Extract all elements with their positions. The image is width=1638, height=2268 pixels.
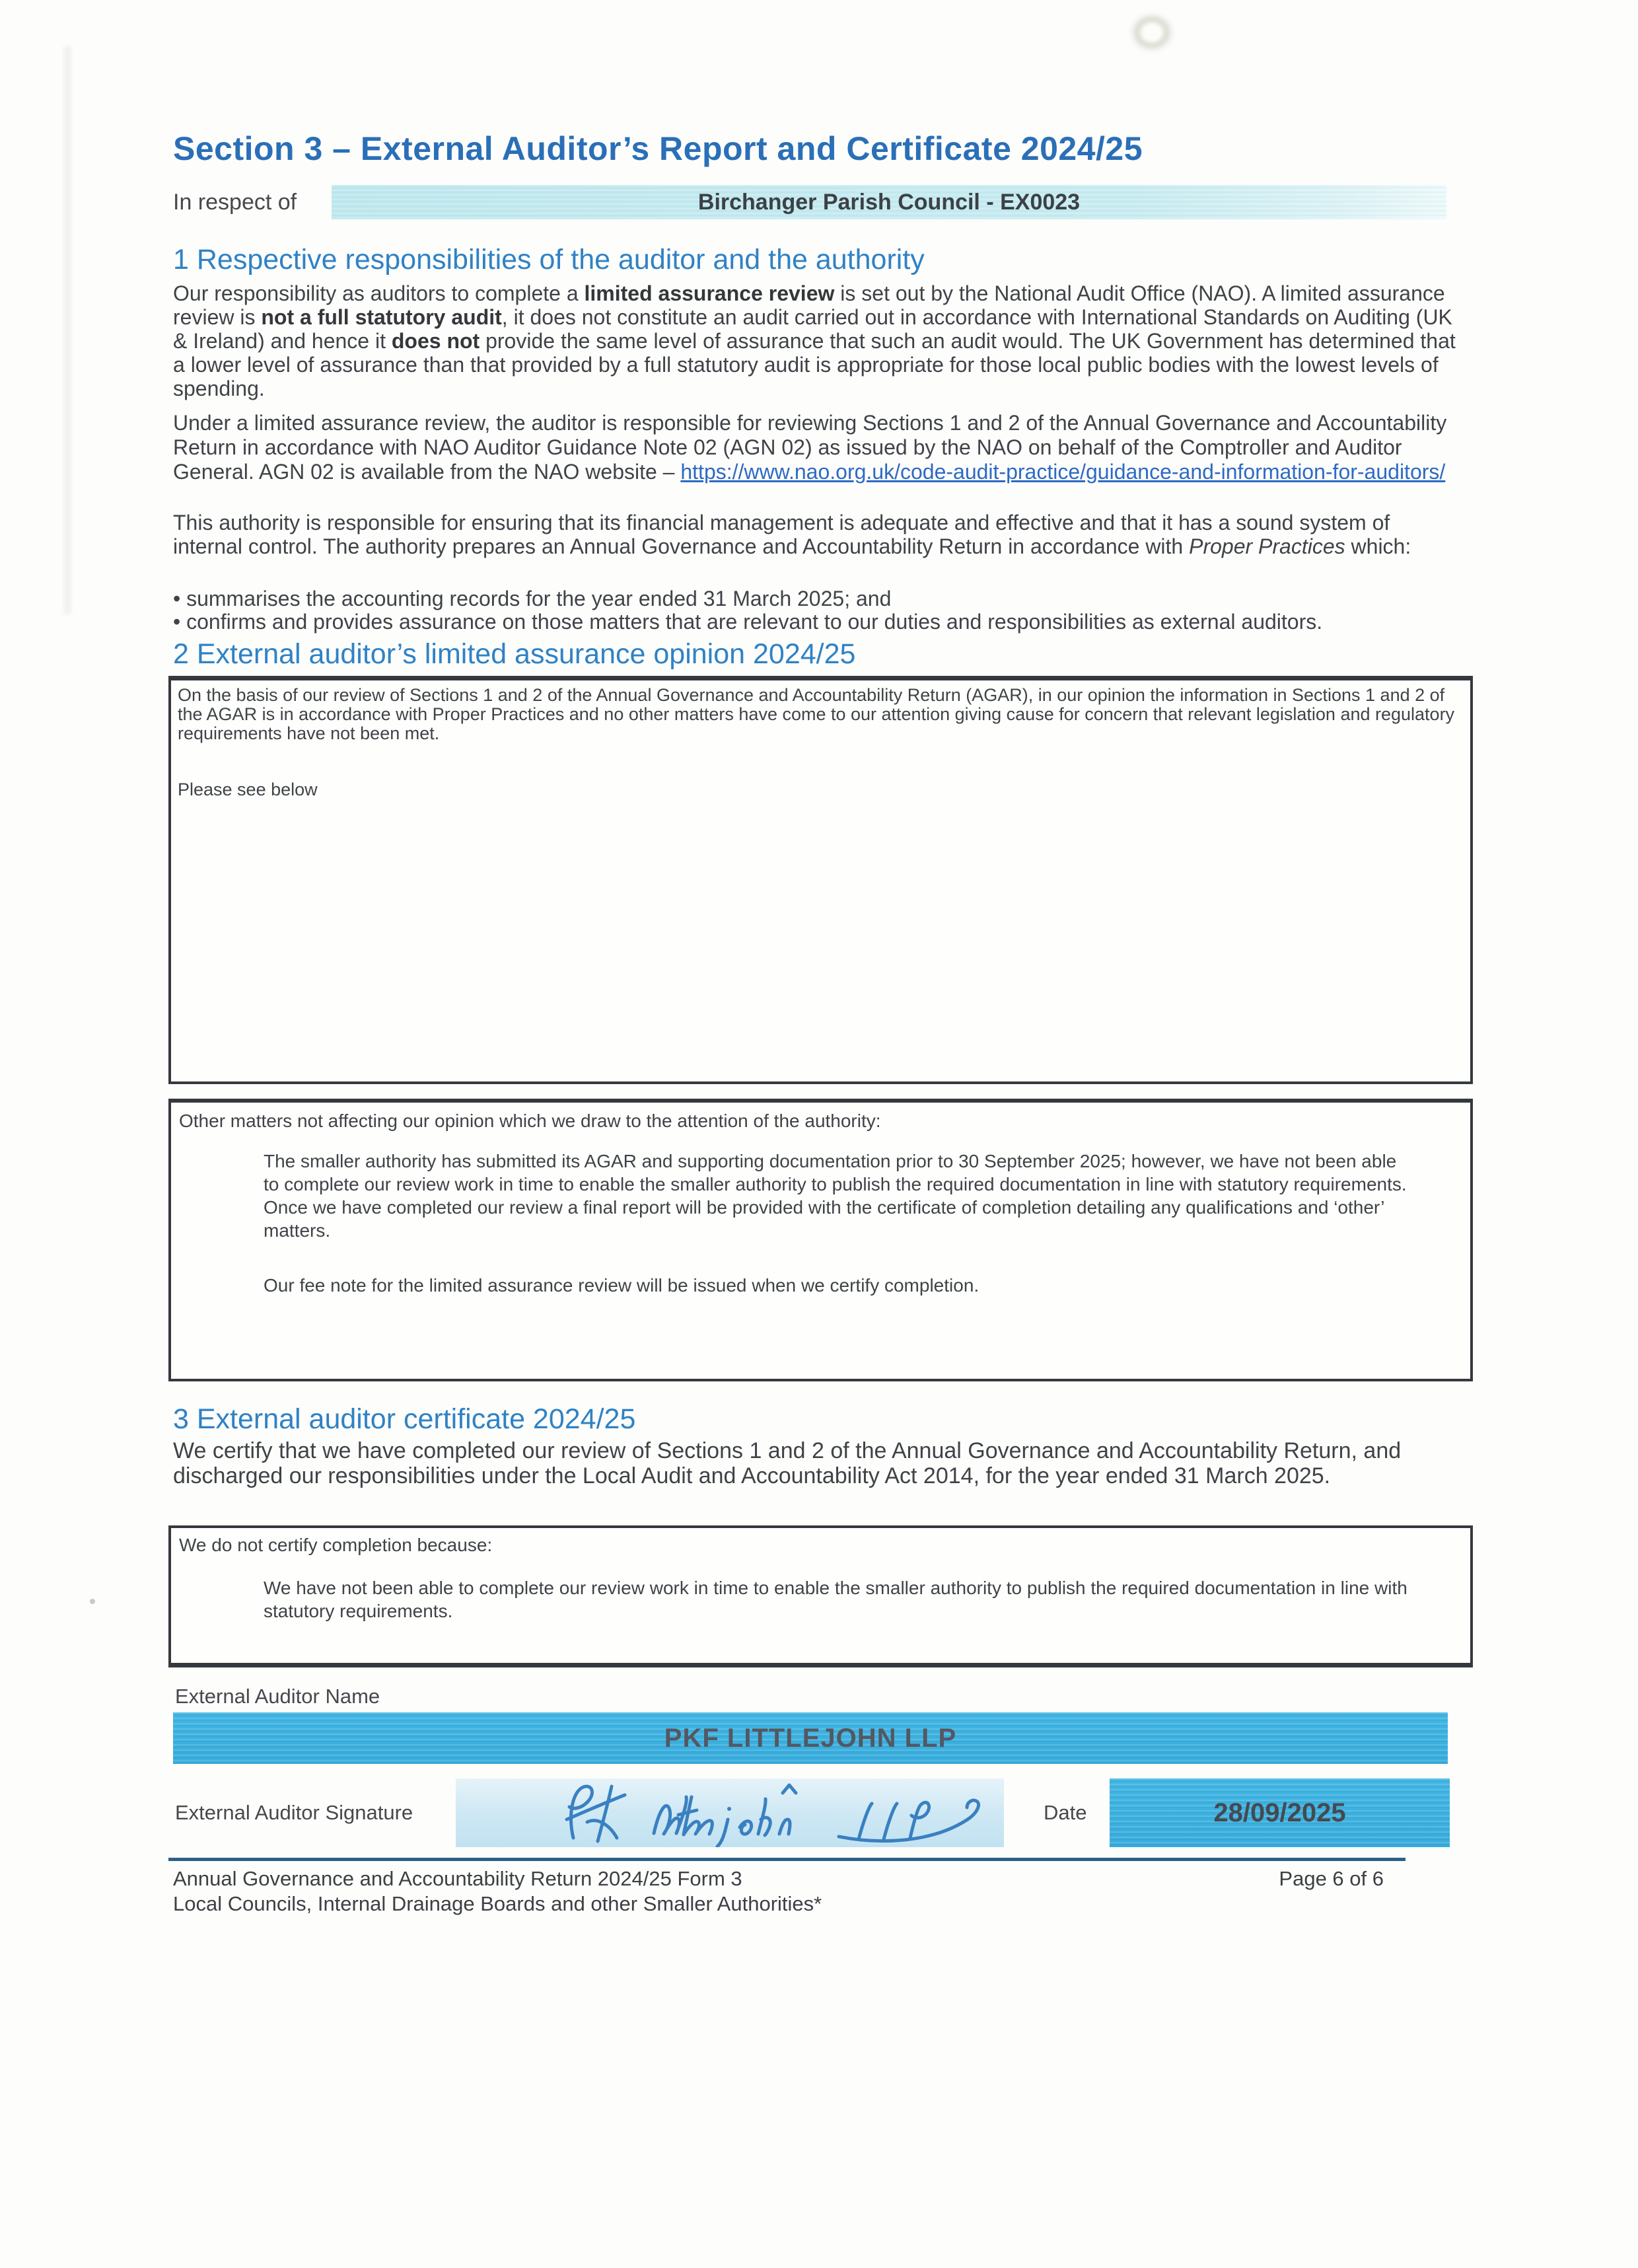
other-matters-para-1: The smaller authority has submitted its AGAR and supporting documentation prior to 30 September 2025; however, we have not been able to complete our review work in time to enable the smaller authority to publish the required documentation in line with statutory requirements. Once we have completed our review a final report will be provided with the certificate of completion detailing any qualifications and ‘other’ matters. [264,1151,1407,1241]
other-matters-para-2: Our fee note for the limited assurance review will be issued when we certify completion. [264,1275,979,1296]
in-respect-of-label: In respect of [173,189,297,215]
external-auditor-name-value: PKF LITTLEJOHN LLP [664,1723,957,1753]
date-value: 28/09/2025 [1213,1798,1346,1827]
external-auditor-name-field [173,1712,1448,1764]
external-auditor-name-label: External Auditor Name [175,1685,380,1708]
not-certify-reason: We have not been able to complete our review work in time to enable the smaller authority to publish the required documentation in line with statutory requirements. [264,1578,1407,1621]
scan-dot-artifact [90,1599,95,1604]
signature-field [456,1778,1004,1847]
bullet-item-1: • summarises the accounting records for the year ended 31 March 2025; and [173,587,892,610]
footer-rule [168,1858,1406,1861]
date-label: Date [1044,1801,1087,1824]
bullet-list [168,587,1473,634]
bullet-item-2: • confirms and provides assurance on those matters that are relevant to our duties and responsibilities as external auditors. [173,610,1323,634]
bullet-glyph: • [173,610,181,634]
footer-form-title: Annual Governance and Accountability Return 2024/25 Form 3 [173,1867,742,1890]
signature-row [168,1778,1473,1847]
footer-subtitle: Local Councils, Internal Drainage Boards and other Smaller Authorities* [173,1892,822,1915]
opinion-text: On the basis of our review of Sections 1 and 2 of the Annual Governance and Accountability Return (AGAR), in our opinion the information in Sections 1 and 2 of the AGAR is in accordance with Proper Practices and no other matters have come to our attention giving cause for concern that relevant legislation and regulatory requirements have not been met. [178,685,1455,743]
not-certify-intro: We do not certify completion because: [179,1535,493,1555]
authority-name: Birchanger Parish Council - EX0023 [697,189,1081,215]
responsibilities-paragraph-3: This authority is responsible for ensuring that its financial management is adequate and effective and that it has a sound system of internal control. The authority prepares an Annual Governance and Accountability Return in accordance with Proper Practices which: [173,511,1411,558]
other-matters-box [168,1099,1473,1381]
footer-line-1 [173,1866,1384,1891]
in-respect-of-row [168,185,1473,219]
signature-ink [456,1778,1004,1847]
nao-guidance-link[interactable]: https://www.nao.org.uk/code-audit-practice/guidance-and-information-for-auditors/ [680,460,1446,484]
document-page [168,0,1473,1917]
section-1-heading: 1 Respective responsibilities of the auditor and the authority [173,244,925,275]
other-matters-intro: Other matters not affecting our opinion which we draw to the attention of the authority: [179,1111,881,1131]
opinion-note: Please see below [178,780,318,799]
external-auditor-signature-label: External Auditor Signature [175,1801,413,1824]
scan-edge-shadow [63,46,71,614]
responsibilities-paragraph-2: Under a limited assurance review, the auditor is responsible for reviewing Sections 1 and 2 of the Annual Governance and Accountability Return in accordance with NAO Auditor Guidance Note 02 (AGN 02) as issued by the NAO on behalf of the Comptroller and Auditor General. AGN 02 is available from the NAO website – https://www.nao.org.uk/code-audit-practice/guidance-and-information-for-auditors/ [173,411,1447,484]
opinion-box [168,676,1473,1084]
section-3-heading: 3 External auditor certificate 2024/25 [173,1403,636,1435]
footer [168,1866,1473,1917]
bullet-glyph: • [173,587,181,610]
page-title: Section 3 – External Auditor’s Report and Certificate 2024/25 [173,130,1143,167]
date-field [1110,1778,1450,1847]
section-2-heading: 2 External auditor’s limited assurance opinion 2024/25 [173,638,856,670]
authority-name-field [332,185,1446,219]
not-certify-box [168,1525,1473,1667]
responsibilities-paragraph-1: Our responsibility as auditors to complete a limited assurance review is set out by the National Audit Office (NAO). A limited assurance review is not a full statutory audit, it does not constitute an audit carried out in accordance with International Standards on Auditing (UK & Ireland) and hence it does not provide the same level of assurance that such an audit would. The UK Government has determined that a lower level of assurance than that provided by a full statutory audit is appropriate for those local public bodies with the lowest levels of spending. [173,281,1456,400]
footer-page-number: Page 6 of 6 [1279,1867,1384,1890]
certificate-paragraph: We certify that we have completed our review of Sections 1 and 2 of the Annual Governance and Accountability Return, and discharged our responsibilities under the Local Audit and Accountability Act 2014, for the year ended 31 March 2025. [173,1438,1402,1488]
